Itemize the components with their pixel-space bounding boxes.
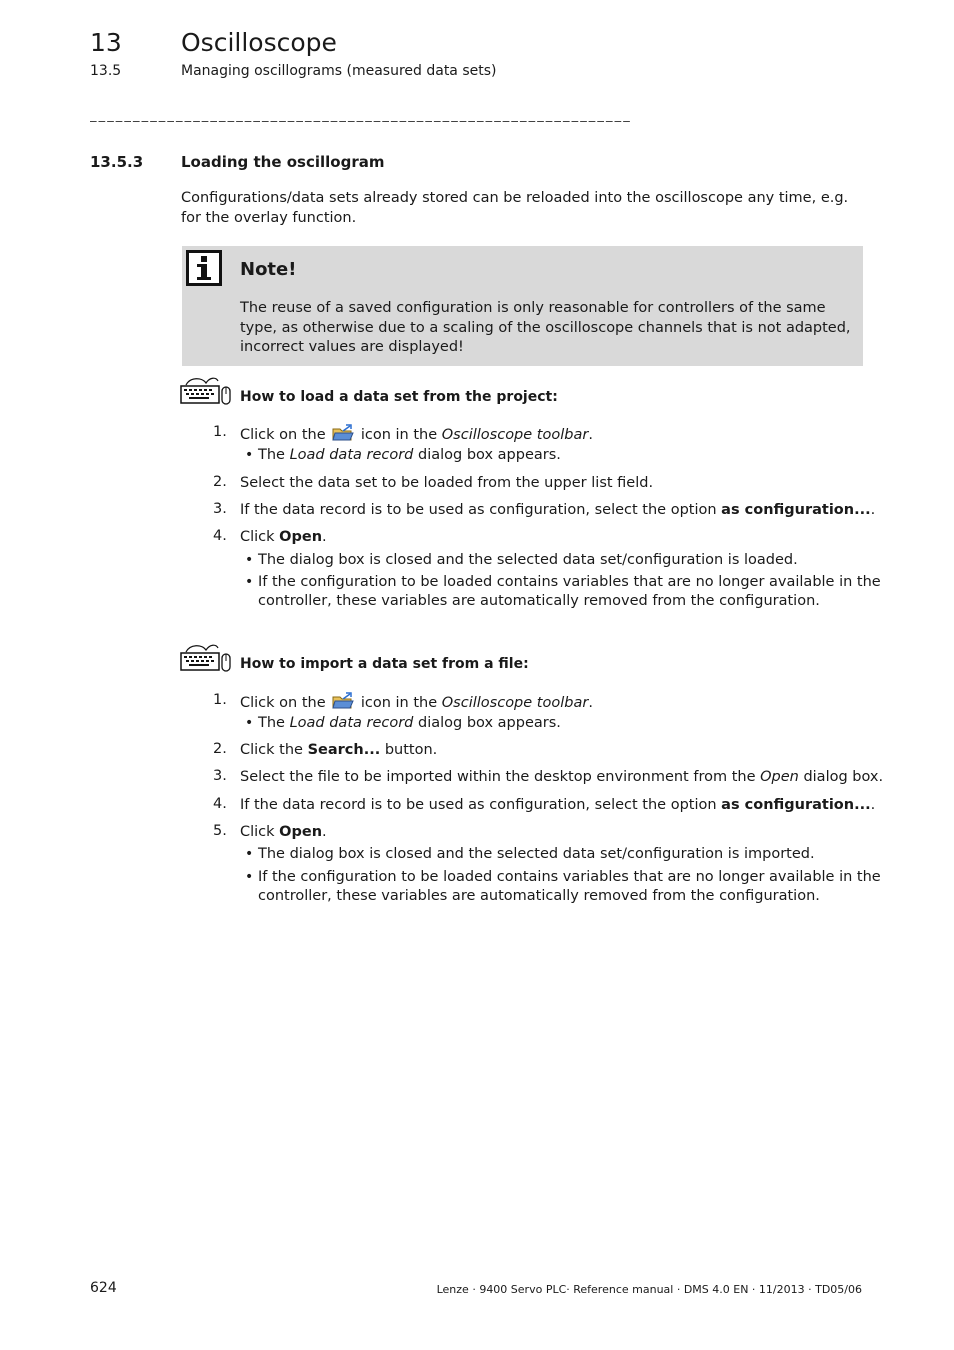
list-item: Click on the icon in the Oscilloscope toolbar. — [240, 424, 593, 446]
list-item: If the data record is to be used as configuration, select the option as configuration.... — [240, 502, 876, 518]
subsection-number: 13.5.3 — [90, 153, 144, 171]
list-item: If the data record is to be used as configuration, select the option as configuration.... — [240, 797, 876, 813]
keyboard-mouse-icon — [180, 642, 232, 674]
chapter-title: Oscilloscope — [181, 28, 337, 57]
list-item: The Load data record dialog box appears. — [258, 447, 561, 463]
step-number: 4. — [213, 528, 227, 544]
step-number: 5. — [213, 823, 227, 839]
list-item: controller, these variables are automatically removed from the configuration. — [258, 593, 820, 609]
open-folder-icon — [332, 692, 354, 710]
step-number: 1. — [213, 424, 227, 440]
step-number: 3. — [213, 768, 227, 784]
section-title: Managing oscillograms (measured data sets) — [181, 63, 497, 79]
list-item: If the configuration to be loaded contains variables that are no longer available in the — [258, 574, 881, 590]
bullet: • — [245, 715, 254, 731]
note-body: The reuse of a saved configuration is only reasonable for controllers of the same type, as otherwise due to a scaling of the oscilloscope channels that is not adapted, incorrect values are displayed! — [240, 300, 851, 355]
step-number: 1. — [213, 692, 227, 708]
bullet: • — [245, 574, 254, 590]
howto-load-heading: How to load a data set from the project: — [240, 389, 558, 405]
page-number: 624 — [90, 1280, 117, 1296]
chapter-number: 13 — [90, 28, 122, 57]
list-item: Select the data set to be loaded from the upper list field. — [240, 475, 654, 491]
list-item: Select the file to be imported within the desktop environment from the Open dialog box. — [240, 769, 884, 785]
step-number: 3. — [213, 501, 227, 517]
note-box — [182, 246, 863, 366]
step-number: 2. — [213, 474, 227, 490]
list-item: Click the Search... button. — [240, 742, 438, 758]
section-number: 13.5 — [90, 63, 122, 79]
howto-import-heading: How to import a data set from a file: — [240, 656, 529, 672]
step-number: 4. — [213, 796, 227, 812]
header-rule: _______________________________________________________________ — [90, 108, 632, 123]
step-number: 2. — [213, 741, 227, 757]
list-item: Click on the icon in the Oscilloscope toolbar. — [240, 692, 593, 714]
document-reference: Lenze · 9400 Servo PLC· Reference manual · DMS 4.0 EN · 11/2013 · TD05/06 — [436, 1283, 862, 1296]
open-folder-icon — [332, 424, 354, 442]
list-item: The dialog box is closed and the selected data set/configuration is loaded. — [258, 552, 798, 568]
list-item: Click Open. — [240, 529, 327, 545]
keyboard-mouse-icon — [180, 375, 232, 407]
list-item: The dialog box is closed and the selected data set/configuration is imported. — [258, 846, 815, 862]
bullet: • — [245, 869, 254, 885]
intro-paragraph: Configurations/data sets already stored can be reloaded into the oscilloscope any time, e.g. for the overlay function. — [181, 190, 849, 226]
list-item: Click Open. — [240, 824, 327, 840]
subsection-title: Loading the oscillogram — [181, 153, 385, 171]
list-item: The Load data record dialog box appears. — [258, 715, 561, 731]
info-i-icon — [186, 250, 222, 286]
bullet: • — [245, 552, 254, 568]
bullet: • — [245, 846, 254, 862]
list-item: controller, these variables are automatically removed from the configuration. — [258, 888, 820, 904]
list-item: If the configuration to be loaded contains variables that are no longer available in the — [258, 869, 881, 885]
note-heading: Note! — [240, 259, 297, 280]
bullet: • — [245, 447, 254, 463]
